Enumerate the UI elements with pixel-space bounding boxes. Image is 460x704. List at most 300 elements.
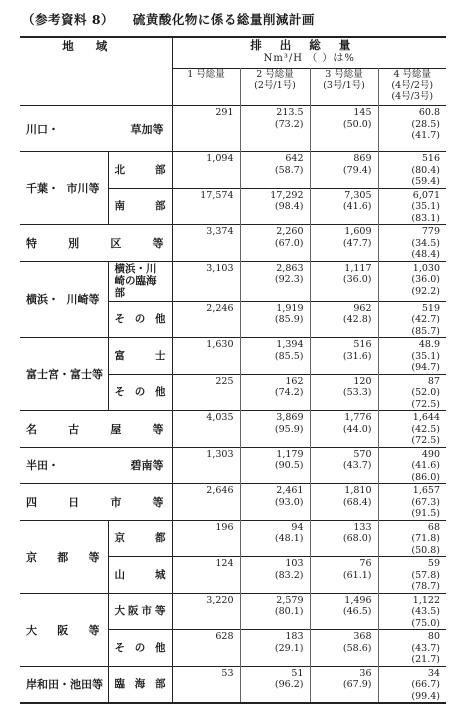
value-1-cell <box>172 666 240 703</box>
justified-text <box>26 676 108 692</box>
value-4-cell <box>378 106 446 152</box>
value-2-cell <box>240 666 310 703</box>
ratio-value: (92.3) <box>274 274 304 285</box>
ratio-value: (43.7) <box>411 642 440 654</box>
value-2-cell <box>240 484 310 521</box>
total-value: 779 <box>421 226 440 237</box>
value-1: 53 <box>221 667 234 679</box>
label-char: 四 <box>26 495 37 509</box>
ratio-value: (47.7) <box>342 237 372 249</box>
label-char: 等 <box>152 236 164 250</box>
value-1: 1,303 <box>206 448 234 460</box>
value-2-cell <box>240 338 310 375</box>
label-char: 他 <box>155 641 166 654</box>
value-4-cell <box>378 188 446 225</box>
value-3-cell <box>310 225 378 262</box>
column-header-2: 2 号総量 (2号/1号) <box>240 69 310 106</box>
label-char: 川崎等 <box>66 293 100 307</box>
label-char: 海 <box>134 678 146 691</box>
value-4-cell <box>378 225 446 262</box>
ratio-value: (41.7) <box>411 130 440 141</box>
ratio-value: (90.5) <box>274 460 304 471</box>
table-row <box>20 338 446 375</box>
label-char: 池田等 <box>70 678 103 692</box>
value-3-cell <box>310 520 378 557</box>
value-2-cell <box>240 593 310 630</box>
label-char: 特 <box>26 236 37 250</box>
ratio-value: (50.8) <box>411 544 440 556</box>
label-char: 大 <box>26 623 37 637</box>
label-char: そ <box>114 386 125 399</box>
total-value: 869 <box>353 153 372 164</box>
value-3-cell <box>310 447 378 484</box>
label-char: 碧南等 <box>130 459 164 473</box>
label-char: 千葉・ <box>26 182 59 195</box>
ratio-value: (35.1) <box>411 350 440 362</box>
justified-text <box>26 622 108 638</box>
ratio-value: (48.1) <box>274 533 304 544</box>
value-4-cell <box>378 484 446 521</box>
total-value: 120 <box>353 375 372 387</box>
region-cell <box>20 261 108 338</box>
value-1-cell <box>172 593 240 630</box>
label-char: 古 <box>68 422 80 436</box>
value-2-cell <box>240 520 310 557</box>
value-4-cell <box>378 593 446 630</box>
value-1: 628 <box>215 631 234 642</box>
ratio-value: (72.5) <box>411 398 440 410</box>
subregion-cell <box>108 630 172 667</box>
ratio-value: (75.0) <box>411 617 440 629</box>
value-1-cell <box>172 411 240 448</box>
value-1: 1,094 <box>206 153 234 164</box>
table-row <box>20 106 446 152</box>
total-value: 1,117 <box>344 262 372 274</box>
total-value: 490 <box>421 448 440 460</box>
justified-text <box>115 642 166 654</box>
region-cell <box>20 411 172 448</box>
value-3-cell <box>310 301 378 338</box>
table-row <box>20 261 446 301</box>
label-char: 市 <box>141 605 152 618</box>
label-char: 市川等 <box>66 182 100 195</box>
value-2-cell <box>240 411 310 448</box>
ratio-value: (57.8) <box>411 569 440 581</box>
ratio-value: (85.9) <box>274 314 304 325</box>
label-char: 臨 <box>114 678 125 691</box>
total-value: 1,179 <box>276 448 304 460</box>
ratio-value: (99.4) <box>411 690 440 702</box>
ratio-value: (98.4) <box>274 201 304 212</box>
page-title <box>22 10 315 28</box>
ratio-value: (41.6) <box>411 460 440 471</box>
total-value: 80 <box>427 631 440 642</box>
ratio-value: (74.2) <box>274 387 304 398</box>
ratio-value: (48.4) <box>411 249 440 260</box>
label-char: 南 <box>114 200 125 213</box>
value-1-cell <box>172 520 240 557</box>
value-3-cell <box>310 630 378 667</box>
label-char: 等 <box>152 422 164 436</box>
value-4-cell <box>378 374 446 411</box>
total-value: 133 <box>353 521 372 533</box>
label-char: 京 <box>26 550 37 564</box>
justified-text <box>26 494 172 510</box>
unit-label: Nm³/H （ ）は% <box>263 53 355 64</box>
justified-text <box>26 121 172 137</box>
label-char: の <box>134 386 146 399</box>
ratio-value: (68.0) <box>342 533 372 544</box>
emission-total-header <box>172 37 446 69</box>
value-2-cell <box>240 447 310 484</box>
reference-note: （参考資料 8） <box>22 12 115 27</box>
ratio-value: (35.1) <box>411 201 440 212</box>
total-value: 1,810 <box>344 485 372 496</box>
value-1-cell <box>172 374 240 411</box>
value-2-cell <box>240 301 310 338</box>
ratio-value: (43.5) <box>411 606 440 617</box>
value-3-cell <box>310 106 378 152</box>
ratio-value: (85.7) <box>411 325 440 337</box>
subregion-cell <box>108 188 172 225</box>
label-char: 北 <box>114 163 125 176</box>
ratio-value: (36.0) <box>411 274 440 285</box>
value-3-cell <box>310 666 378 703</box>
region-cell <box>20 338 108 411</box>
value-2-cell <box>240 152 310 189</box>
value-1-cell <box>172 188 240 225</box>
justified-text <box>115 678 166 690</box>
region-cell <box>20 484 172 521</box>
total-value: 1,776 <box>344 412 372 423</box>
value-1: 2,246 <box>206 302 234 314</box>
total-value: 368 <box>353 631 372 642</box>
total-value: 1,122 <box>412 594 440 606</box>
ratio-value: (43.7) <box>342 460 372 471</box>
value-1: 4,035 <box>206 412 234 423</box>
justified-text <box>115 569 166 581</box>
label-char: 等 <box>155 605 166 618</box>
value-3-cell <box>310 261 378 301</box>
total-value: 34 <box>427 667 440 679</box>
justified-text <box>26 421 172 437</box>
ratio-value: (72.5) <box>411 435 440 446</box>
total-value: 51 <box>291 667 304 679</box>
emission-total-label: 排出総量 <box>250 38 369 52</box>
value-1-cell <box>172 301 240 338</box>
total-value: 1,657 <box>412 485 440 496</box>
label-char: 部 <box>155 200 166 213</box>
total-value: 2,579 <box>276 594 304 606</box>
label-char: 阪 <box>57 623 69 637</box>
value-4-cell <box>378 557 446 594</box>
justified-text <box>26 457 172 473</box>
value-1: 17,574 <box>200 189 234 201</box>
label-char: 士 <box>155 349 166 362</box>
total-value: 2,461 <box>276 485 304 496</box>
document-title: 硫黄酸化物に係る総量削減計画 <box>132 12 315 27</box>
value-1: 3,103 <box>206 262 234 274</box>
value-2-cell <box>240 374 310 411</box>
label-char: 半田・ <box>26 459 59 473</box>
ratio-value: (67.0) <box>274 237 304 249</box>
subregion-cell <box>108 261 172 301</box>
value-4-cell <box>378 152 446 189</box>
label-char: 部 <box>155 163 166 176</box>
subregion-cell <box>108 374 172 411</box>
emission-table <box>20 36 446 704</box>
ratio-value: (80.1) <box>274 606 304 617</box>
total-value: 94 <box>291 521 304 533</box>
subregion-cell <box>108 557 172 594</box>
value-1: 196 <box>215 521 234 533</box>
total-value: 60.8 <box>418 107 440 118</box>
total-value: 516 <box>421 153 440 164</box>
total-value: 1,919 <box>276 302 304 314</box>
ratio-value: (94.7) <box>411 362 440 373</box>
label-char: 岸和田・ <box>26 678 70 692</box>
label-char: の <box>134 313 146 326</box>
label-char: 等 <box>152 495 164 509</box>
value-4-cell <box>378 338 446 375</box>
table-row <box>20 447 446 484</box>
region-header: 地域 <box>20 37 172 106</box>
total-value: 7,305 <box>344 189 372 201</box>
value-1-cell <box>172 447 240 484</box>
justified-text <box>115 350 166 362</box>
total-value: 1,496 <box>344 594 372 606</box>
subregion-label: 横浜・川崎の臨海部 <box>114 263 157 299</box>
value-4-cell <box>378 520 446 557</box>
ratio-value: (61.1) <box>342 569 372 581</box>
label-char: 富 <box>114 349 125 362</box>
value-4-cell <box>378 630 446 667</box>
ratio-value: (92.2) <box>411 285 440 297</box>
region-cell <box>20 447 172 484</box>
justified-text <box>26 291 108 307</box>
label-char: 区 <box>110 236 122 250</box>
value-2-cell <box>240 557 310 594</box>
value-3-cell <box>310 188 378 225</box>
label-char: 阪 <box>128 605 139 618</box>
value-1: 3,374 <box>206 226 234 237</box>
justified-text <box>26 549 108 565</box>
total-value: 87 <box>427 375 440 387</box>
ratio-value: (83.1) <box>411 212 440 224</box>
table-row <box>20 484 446 521</box>
region-cell <box>20 106 172 152</box>
value-3-cell <box>310 152 378 189</box>
value-4-cell <box>378 411 446 448</box>
value-1: 124 <box>215 558 234 569</box>
value-2-cell <box>240 106 310 152</box>
region-cell <box>20 666 108 703</box>
total-value: 2,863 <box>276 262 304 274</box>
table-row <box>20 152 446 189</box>
total-value: 76 <box>359 558 372 569</box>
total-value: 17,292 <box>270 189 304 201</box>
column-header-1: 1 号総量 <box>172 69 240 106</box>
value-1: 225 <box>215 375 234 387</box>
table-row <box>20 593 446 630</box>
ratio-value: (66.7) <box>411 679 440 690</box>
ratio-value: (85.5) <box>274 350 304 362</box>
ratio-value: (52.0) <box>411 387 440 398</box>
total-value: 48.9 <box>418 339 440 350</box>
value-1: 291 <box>215 107 234 118</box>
label-char: 別 <box>68 236 80 250</box>
value-2-cell <box>240 261 310 301</box>
total-value: 516 <box>353 339 372 350</box>
label-char: 都 <box>155 532 166 545</box>
ratio-value: (44.0) <box>342 423 372 435</box>
justified-text <box>26 235 172 251</box>
label-char: 草加等 <box>130 122 164 136</box>
ratio-value: (58.7) <box>274 164 304 176</box>
justified-text <box>115 386 166 398</box>
label-char: 富士宮・ <box>26 368 70 381</box>
total-value: 519 <box>421 302 440 314</box>
value-1: 1,630 <box>206 339 234 350</box>
subregion-cell <box>108 593 172 630</box>
total-value: 642 <box>285 153 304 164</box>
justified-text <box>115 605 166 617</box>
ratio-value: (28.5) <box>411 118 440 130</box>
ratio-value: (50.0) <box>342 118 372 130</box>
label-char: 名 <box>26 422 37 436</box>
ratio-value: (91.5) <box>411 508 440 519</box>
ratio-value: (67.3) <box>411 496 440 508</box>
region-cell <box>20 225 172 262</box>
label-char: 横浜・ <box>26 293 59 307</box>
region-cell <box>20 520 108 593</box>
value-1-cell <box>172 557 240 594</box>
ratio-value: (42.5) <box>411 423 440 435</box>
ratio-value: (79.4) <box>342 164 372 176</box>
value-3-cell <box>310 484 378 521</box>
total-value: 59 <box>427 558 440 569</box>
table-row <box>20 411 446 448</box>
table-row <box>20 225 446 262</box>
value-2-cell <box>240 225 310 262</box>
label-char: 城 <box>155 568 166 581</box>
ratio-value: (80.4) <box>411 164 440 176</box>
ratio-value: (41.6) <box>342 201 372 212</box>
ratio-value: (42.8) <box>342 314 372 325</box>
ratio-value: (36.0) <box>342 274 372 285</box>
value-2-cell <box>240 188 310 225</box>
table-row <box>20 666 446 703</box>
label-char: 日 <box>68 495 80 509</box>
ratio-value: (96.2) <box>274 679 304 690</box>
value-3-cell <box>310 557 378 594</box>
ratio-value: (83.2) <box>274 569 304 581</box>
ratio-value: (34.5) <box>411 237 440 249</box>
label-char: 他 <box>155 313 166 326</box>
ratio-value: (78.7) <box>411 581 440 592</box>
ratio-value: (86.0) <box>411 471 440 483</box>
value-1-cell <box>172 484 240 521</box>
region-cell <box>20 593 108 666</box>
total-value: 1,030 <box>412 262 440 274</box>
label-char: 山 <box>114 568 125 581</box>
subregion-cell <box>108 338 172 375</box>
ratio-value: (46.5) <box>342 606 372 617</box>
value-2-cell <box>240 630 310 667</box>
ratio-value: (58.6) <box>342 642 372 654</box>
ratio-value: (73.2) <box>274 118 304 130</box>
label-char: の <box>134 641 146 654</box>
label-char: 都 <box>57 550 69 564</box>
value-4-cell <box>378 666 446 703</box>
value-1-cell <box>172 152 240 189</box>
label-char: 部 <box>155 678 166 691</box>
justified-text <box>26 366 108 382</box>
column-header-3: 3 号総量 (3号/1号) <box>310 69 378 106</box>
justified-text <box>115 200 166 212</box>
value-1-cell <box>172 338 240 375</box>
total-value: 68 <box>427 521 440 533</box>
value-3-cell <box>310 338 378 375</box>
region-cell <box>20 152 108 225</box>
ratio-value: (21.7) <box>411 654 440 665</box>
label-char: 富士等 <box>70 368 103 381</box>
value-1-cell <box>172 630 240 667</box>
justified-text <box>115 313 166 325</box>
justified-text <box>26 180 108 196</box>
value-3-cell <box>310 374 378 411</box>
value-1-cell <box>172 106 240 152</box>
table-row <box>20 520 446 557</box>
ratio-value: (67.9) <box>342 679 372 690</box>
ratio-value: (93.0) <box>274 496 304 508</box>
column-header-4: 4 号総量 (4号/2号) (4号/3号) <box>378 69 446 106</box>
ratio-value: (31.6) <box>342 350 372 362</box>
ratio-value: (53.3) <box>342 387 372 398</box>
ratio-value: (68.4) <box>342 496 372 508</box>
label-char: 市 <box>110 495 122 509</box>
total-value: 103 <box>285 558 304 569</box>
value-1: 3,220 <box>206 594 234 606</box>
label-char: 京 <box>114 532 125 545</box>
label-char: 大 <box>114 605 125 618</box>
subregion-cell <box>108 520 172 557</box>
justified-text <box>115 164 166 176</box>
total-value: 570 <box>353 448 372 460</box>
subregion-cell <box>108 666 172 703</box>
total-value: 3,869 <box>276 412 304 423</box>
total-value: 1,644 <box>412 412 440 423</box>
label-char: 等 <box>88 550 100 564</box>
value-1: 2,646 <box>206 485 234 496</box>
total-value: 213.5 <box>276 107 304 118</box>
value-4-cell <box>378 261 446 301</box>
label-char: 川口・ <box>26 122 59 136</box>
total-value: 6,071 <box>412 189 440 201</box>
value-4-cell <box>378 301 446 338</box>
subregion-cell <box>108 152 172 189</box>
value-3-cell <box>310 411 378 448</box>
total-value: 36 <box>359 667 372 679</box>
total-value: 162 <box>285 375 304 387</box>
label-char: 屋 <box>110 422 122 436</box>
total-value: 2,260 <box>276 226 304 237</box>
label-char: そ <box>114 313 125 326</box>
ratio-value: (59.4) <box>411 176 440 187</box>
subregion-cell <box>108 301 172 338</box>
justified-text <box>115 532 166 544</box>
total-value: 962 <box>353 302 372 314</box>
